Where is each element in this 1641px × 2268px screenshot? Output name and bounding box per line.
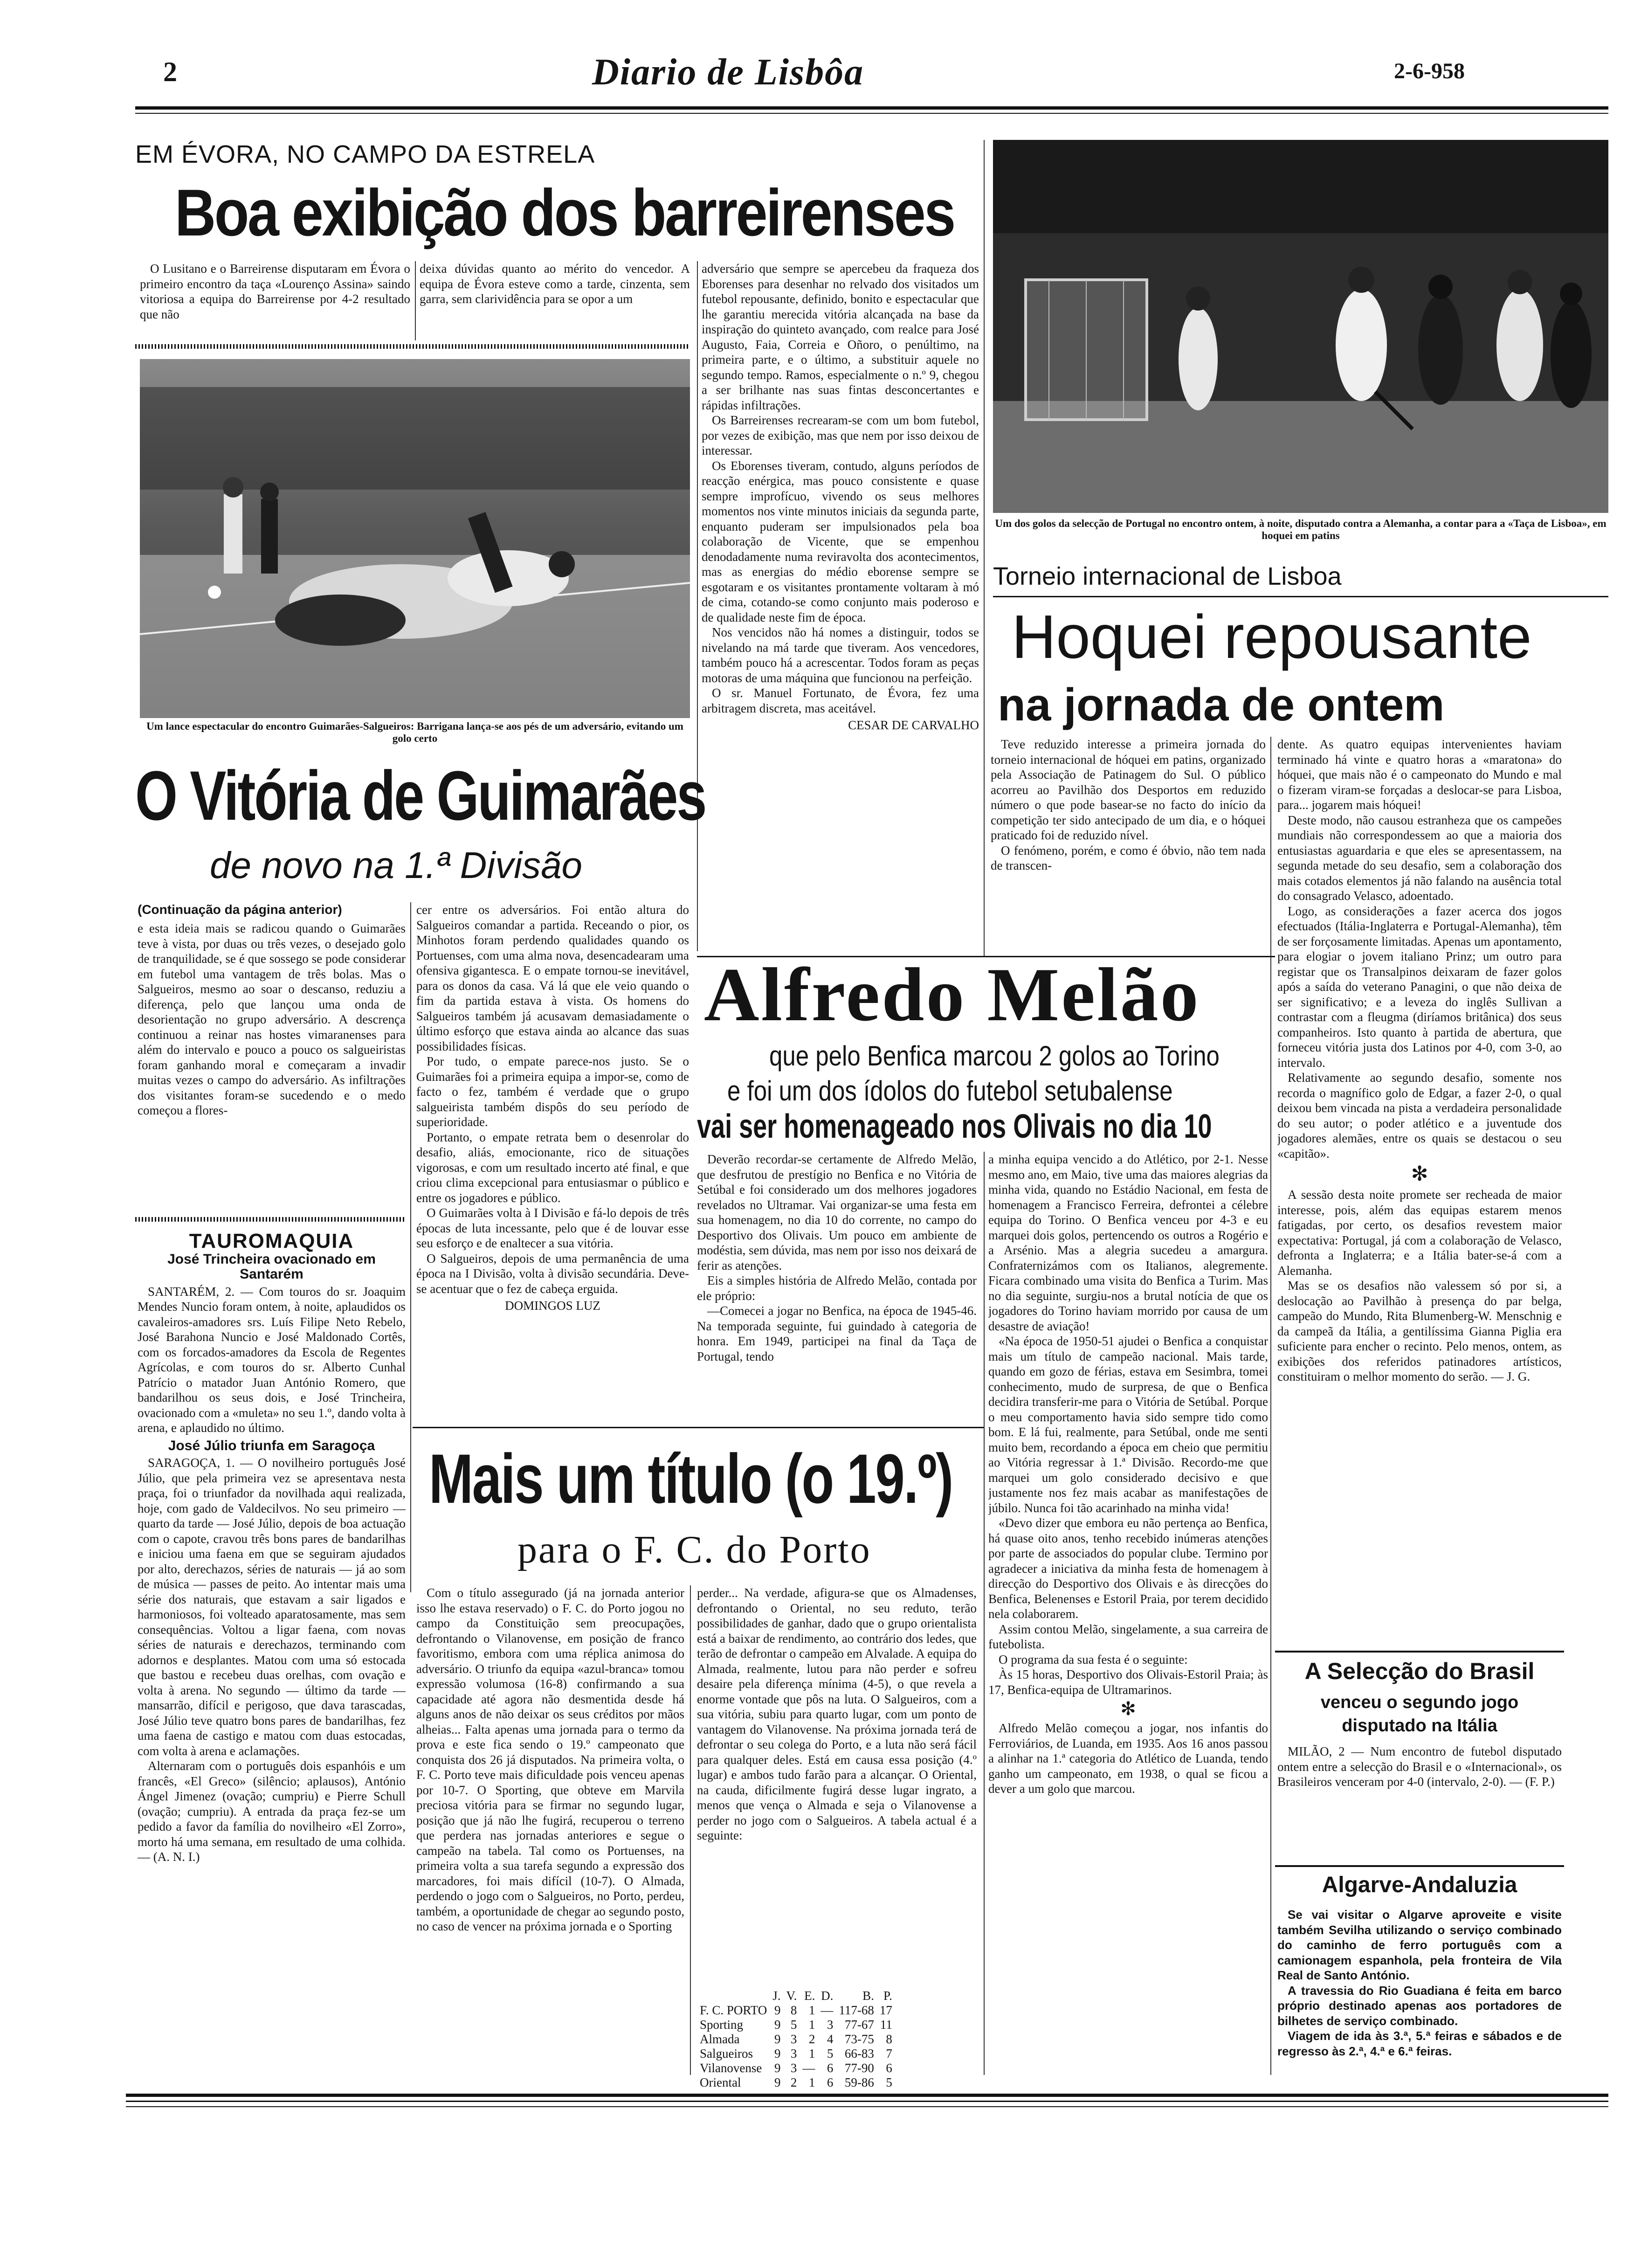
column-divider [415, 261, 416, 340]
standings-header-row: J. V. E. D. B. P. [772, 1989, 892, 2003]
masthead-rule-thin [135, 113, 1608, 114]
hockey-photo-caption: Um dos golos da selecção de Portugal no encontro ontem, à noite, disputado contra a Alemanha, a contar para a «Taça de Lisboa», em hoquei em patins [995, 518, 1607, 541]
porto-subhead: para o F. C. do Porto [517, 1528, 871, 1571]
evora-signature: CESAR DE CARVALHO [848, 718, 979, 732]
hoquei-headline-1: Hoquei repousante [1012, 602, 1532, 671]
football-photo-caption: Um lance espectacular do encontro Guimarães-Salgueiros: Barrigana lança-se aos pés de um adversário, evitando um golo certo [146, 720, 683, 744]
footer-rule-thin [126, 2101, 1608, 2102]
table-row: Almada 9 3 2 4 73-75 8 [700, 2032, 892, 2046]
football-photo-illustration [140, 359, 690, 718]
porto-col2: perder... Na verdade, afigura-se que os Almadenses, defrontando o Oriental, no seu reduto, terão possibilidades de ganhar, dado que o grupo orientalista está a baixar de rendimento, ao contrário dos ledes, que terão de defrontar o campeão em Alvalade. A equipa do Almada, realmente, lutou para não perder e sofreu desaire pela diferença mínima (4-5), o que revela a enorme vontade que pôs na luta. O Salgueiros, com a sua vitória, subiu para quarto lugar, com um ponto de vantagem do Vilanovense. Na próxima jornada terá de defrontar o seu colega do Porto, e a luta não será fácil para qualquer deles. Está em causa essa posição (4.º lugar) e ambos tudo farão para a alcançar. O Oriental, na cauda, dificilmente fugirá desse lugar ingrato, a menos que vença o Almada e seja o Vilanovense a perder no jogo com o Salgueiros. A tabela actual é a seguinte: [697, 1586, 977, 1842]
column-divider [1270, 1436, 1271, 2075]
brasil-headline: A Selecção do Brasil [1304, 1658, 1535, 1684]
hoquei-col2: dente. As quatro equipas intervenientes haviam terminado há vinte e quatro horas a «maratona» do hóquei, que mais não é o campeonato do Mundo e mal o fizeram viram-se forçadas a deslocar-se para Lisboa, para... jogarem mais hóquei! Deste modo, não causou estranheza que os campeões mundiais não correspondessem ao que a maioria dos entusiastas aguardaria e que eles se apresentassem, na segunda metade do seu desafio, sem a colaboração dos mais cotados elementos já não falando na ausência total do consagrado Velasco, adoentado. Logo, as considerações a fazer acerca dos jogos efectuados (Itália-Inglaterra e Portugal-Alemanha), têm de ser forçosamente limitadas. Apenas um apontamento, para elogiar o jovem italiano Prinz; um outro para registar que os Transalpinos deixaram de fazer golos após a saída do veterano Panagini, o que não deixa de ser significativo; e a leveza do inglês Sullivan a contrastar com a fleugma (diríamos britânica) dos seus companheiros. Isto quanto à partida de abertura, que forneceu vitória justa dos Latinos por 4-0, com 3-0, ao intervalo. Relativamente ao segundo desafio, somente nos recorda o magnífico golo de Edgar, a fazer 2-0, o qual deixou bem vincada na pista a verdadeira personalidade do seu autor; o poder atlético e a juventude dos jogadores alemães, entre os quais se destacou o seu «capitão». ✻ A sessão desta noite promete ser recheada de maior interesse, pois, além das equipas estarem menos fatigadas, por certo, os desafios revestem maior expectativa: Portugal, já com a colaboração de Velasco, defronta a Inglaterra; e a Itália bater-se-á com a Alemanha. Mas se os desafios não valessem só por si, a deslocação ao Pavilhão à presença do par belga, campeão do Mundo, Rita Blumenberg-W. Menschnig e da campeã da Itália, a gentilíssima Gianna Piglia era suficiente para encher o recinto. Pelo menos, ontem, as exibições dos referidos patinadores artísticos, constituiram o melhor momento do serão. — J. G. [1277, 737, 1562, 1383]
column-divider [984, 140, 985, 956]
page-number: 2 [163, 56, 177, 87]
melao-subhead-3: vai ser homenageado nos Olivais no dia 10 [697, 1108, 1212, 1145]
algarve-top-rule [1275, 1865, 1564, 1867]
vitoria-headline: O Vitória de Guimarães [135, 756, 706, 835]
asterisk-separator: ✻ [1411, 1162, 1428, 1185]
hockey-photo [993, 140, 1608, 513]
table-row: Sporting 9 5 1 3 77-67 11 [700, 2018, 892, 2032]
asterisk-separator: ✻ [1120, 1698, 1136, 1719]
melao-headline: Alfredo Melão [704, 953, 1200, 1037]
brasil-top-rule [1275, 1651, 1564, 1653]
porto-headline: Mais um título (o 19.º) [429, 1439, 952, 1518]
column-divider [690, 1585, 691, 2075]
table-row: F. C. PORTO 9 8 1 — 117-68 17 [700, 2003, 892, 2017]
hoquei-headline-2: na jornada de ontem [998, 679, 1445, 730]
vitoria-col1: e esta ideia mais se radicou quando o Guimarães teve à vista, por duas ou três vezes, o desejado golo de tranquilidade, se é que sossego se pode considerar em futebol uma vantagem de três bolas. Mas o Salgueiros, mesmo ao soar o descanso, reduziu a diferença, pelo que lançou uma onda de desorientação no grupo adversário. A descrença continuou a reinar nas hostes vimaranenses para além do intervalo e pouco a pouco os salgueiristas foram ganhando moral e começaram a invadir muitas vezes o campo do adversário. As infiltrações dos visitantes foram-se sucedendo e o medo começou a flores- [138, 921, 406, 1117]
newspaper-title: Diario de Lisbôa [592, 52, 864, 93]
footer-rule-bottom [126, 2106, 1608, 2107]
tauromaquia-head1: José Trincheira ovacionado em Santarém [167, 1251, 376, 1282]
evora-col3: adversário que sempre se apercebeu da fraqueza dos Eborenses para desenhar no relvado dos visitados um futebol repousante, definido, bonito e espectacular que lhe garantiu merecida vitória alcançada na base da inspiração do quinteto avançado, com realce para José Augusto, Faia, Correia e Oñoro, o penúltimo, na primeira parte, e o último, a substituir aquele no segundo tempo. Ramos, especialmente o n.º 9, chegou a ser brilhante nas suas fintas desconcertantes e rápidas infiltrações. Os Barreirenses recrearam-se com um bom futebol, por vezes de exibição, mas que nem por isso deixou de interessar. Os Eborenses tiveram, contudo, alguns períodos de reacção enérgica, mas pouco consistente e quase sempre improfícuo, vivendo os seus melhores momentos nos vinte minutos iniciais da segunda parte, enquanto puderam ser impulsionados pela boa colaboração de Vicente, que se empenhou denodadamente numa reviravolta dos acontecimentos, mas as energias do médio eborense sempre se esgotaram e os visitantes prontamente voltaram à mó de cima, cotando-se como conjunto mais poderoso e de qualidade neste fim de época. Nos vencidos não há nomes a distinguir, todos se nivelando na má tarde que tiveram. Aos vencedores, também pouco há a acrescentar. Todos foram as peças motoras de uma máquina que funcionou na perfeição. O sr. Manuel Fortunato, de Évora, fez uma arbitragem discreta, mas aceitável. CESAR DE CARVALHO [702, 262, 979, 732]
vitoria-continuation: (Continuação da página anterior) [138, 902, 342, 917]
melao-subhead-1: que pelo Benfica marcou 2 golos ao Torino [769, 1040, 1220, 1072]
melao-col1: Deverão recordar-se certamente de Alfredo Melão, que desfrutou de prestígio no Benfica e no Vitória de Setúbal e foi considerado um dos melhores jogadores revelados no Ultramar. Vai organizar-se uma festa em sua homenagem, no dia 10 do corrente, no campo do Desportivo dos Olivais. Um pouco em ambiente de modéstia, sem dúvida, mas nem por isso nos deixará de ferir as atenções. Eis a simples história de Alfredo Melão, contada por ele próprio: —Comecei a jogar no Benfica, na época de 1945-46. Na temporada seguinte, fui guindado à categoria de honra. Em 1949, participei na final da Taça de Portugal, tendo [697, 1152, 977, 1363]
brasil-sub2: disputado na Itália [1342, 1716, 1497, 1736]
algarve-headline: Algarve-Andaluzia [1322, 1873, 1517, 1897]
porto-col1: Com o título assegurado (já na jornada anterior isso lhe estava reservado) o F. C. do Porto jogou no campo da Constituição sem preocupações, defrontando o Vilanovense, em posição de franco favoritismo, embora com uma réplica animosa do adversário. O triunfo da equipa «azul-branca» tomou expressão volumosa (16-8) confirmando a sua capacidade até agora não desmentida desde há alguns anos de não deixar os seus créditos por mãos alheias... Falta apenas uma jornada para o termo da prova e este fica sendo o 19.º campeonato que conquista dos 26 já disputados. Na primeira volta, o F. C. Porto teve mais dificuldade pois venceu apenas por 10-7. O Sporting, que obteve em Marvila preciosa vitória para se firmar no segundo lugar, posição que já não lhe fugirá, recuperou o terreno que perdera nas jornadas anteriores e segue o campeão na tabela. Tal como os Portuenses, na primeira volta a sua tarefa segundo a expressão dos marcadores, foi mais difícil (10-7). O Almada, perdendo o jogo com o Salgueiros, no Porto, perdeu, também, a oportunidade de chegar ao segundo posto, no caso de vencer na próxima jornada e o Sporting [416, 1586, 684, 1933]
vitoria-signature: DOMINGOS LUZ [505, 1299, 600, 1313]
hoquei-col1: Teve reduzido interesse a primeira jornada do torneio internacional de hóquei em patins, organizado pela Associação de Patinagem do Sul. O público acorreu ao Pavilhão dos Desportos em reduzido número o que pode basear-se no facto do início da competição ter sido antecipado de um dia, e o hóquei praticado foi de reduzido nível. O fenómeno, porém, e como é óbvio, não tem nada de transcen- [991, 737, 1266, 872]
table-row: Salgueiros 9 3 1 5 66-83 7 [700, 2047, 892, 2061]
evora-headline: Boa exibição dos barreirenses [175, 176, 954, 250]
standings-grid [697, 1989, 895, 2090]
tauromaquia-head2: José Júlio triunfa em Saragoça [168, 1438, 375, 1453]
tauromaquia-column: TAUROMAQUIA José Trincheira ovacionado em Santarém SANTARÉM, 2. — Com touros do sr. Joaquim Mendes Nuncio foram ontem, à noite, aplaudidos os cavaleiros-amadores srs. Luís Filipe Neto Rebelo, José Barahona Nuncio e José Maldonado Cortês, com os forcados-amadores da Escola de Regentes Agrícolas, e com touros do sr. Alberto Cunhal Patrício o matador Juan António Romero, que bandarilhou os seus dois, e José Trincheira, ovacionado com a «muleta» no seu 1.º, dando volta à arena, e aplaudido no último. José Júlio triunfa em Saragoça SARAGOÇA, 1. — O novilheiro português José Júlio, que pela primeira vez se apresentava nesta praça, foi o triunfador da novilhada aqui realizada, hoje, com gado de Valdecilvos. No seu primeiro — quarto da tarde — José Júlio, depois de boa actuação com o capote, cravou três bons pares de bandarilhas e iniciou uma faena em que se seguiram ajudados por alto, derechazos, séries de naturais — já ao som de música — passes de peito. Ao intentar mais uma série dos naturais, que estavam a sair ligados e harmoniosos, foi volteado aparatosamente, mas sem consequências. Voltou a ligar faena, com novas séries de naturais e derechazos, terminando com adornos e desplantes. Matou com uma só estocada que bastou e recebeu duas orelhas, com ovação e volta à arena. No segundo — último da tarde — mansarrão, difícil e perigoso, que dava tarascadas, José Júlio teve quatro bons pares de bandarilhas, fez uma faena de castigo e matou com duas estocadas, com volta à arena e aclamações. Alternaram com o português dois espanhóis e um francês, «El Greco» (silêncio; aplausos), António Ángel Jimenez (ovação; cumpriu) e Pierre Schull (ovação; cumpriu). A entrada da praça fez-se um pedido a favor da família do novilheiro «El Zorro», morto há uma semana, em resultado de uma colhida. — (A. N. I.) [138, 1231, 406, 1864]
section-divider [135, 344, 690, 349]
column-divider [697, 261, 698, 951]
algarve-body: Se vai visitar o Algarve aproveite e visite também Sevilha utilizando o serviço combinado do caminho de ferro português com a camionagem espanhola, pela fronteira de Vila Real de Santo António. A travessia do Rio Guadiana é feita em barco próprio destinado apenas aos portadores de bilhetes de serviço combinado. Viagem de ida às 3.ª, 5.ª feiras e sábados e de regresso às 2.ª, 4.ª e 6.ª feiras. [1277, 1908, 1562, 2058]
melao-col2: a minha equipa vencido a do Atlético, por 2-1. Nesse mesmo ano, em Maio, tive uma das maiores alegrias da minha vida, quando no Estádio Nacional, em festa de homenagem a Francisco Ferreira, defrontei a célebre equipa do Torino. O Benfica venceu por 4-3 e eu marquei dois golos, pertencendo os outros a Rogério e a Arsénio. Mas a alegria sucedeu a amargura. Confraternizámos com os Italianos, alegremente. Ficara combinado uma visita do Benfica a Turim. Mas no dia seguinte, surgiu-nos a brutal notícia de que os jogadores do Torino haviam morrido por causa de um desastre de aviação! «Na época de 1950-51 ajudei o Benfica a conquistar mais um título de campeão nacional. Mais tarde, quando em gozo de férias, estava em Sesimbra, tomei conhecimento, mudo de surpresa, de que o Benfica decidira transferir-me para o Vitória de Setúbal. Porque o meu comportamento havia sido sempre tido como bom. E lá fui, realmente, para Setúbal, onde me senti muito bem, recordando a época em cheio que permitiu ao Vitória regressar à 1.ª Divisão. Recordo-me que marquei um golo considerado decisivo e que justamente nos fez mais acabar as manifestações de júbilo. Nunca foi tão acarinhado na minha vida! «Devo dizer que embora eu não pertença ao Benfica, há quase oito anos, tenho recebido inúmeras atenções por parte de associados do popular clube. Termino por agradecer a iniciativa da minha festa de homenagem à direcção do Desportivo dos Olivais e às direcções do Benfica, Belenenses e Estoril Praia, por terem decidido nela colaborarem. Assim contou Melão, singelamente, a sua carreira de futebolista. O programa da sua festa é o seguinte: Às 15 horas, Desportivo dos Olivais-Estoril Praia; às 17, Benfica-equipa de Ultramarinos. ✻ Alfredo Melão começou a jogar, nos infantis do Ferroviários, de Luanda, em 1935. Aos 16 anos passou a alinhar na 1.ª categoria do Atlético de Luanda, tendo ganho um campeonato, em 1938, o qual se ficou a dever a um golo que marcou. [988, 1152, 1268, 1796]
melao-subhead-2: e foi um dos ídolos do futebol setubalense [727, 1075, 1173, 1106]
evora-col1: O Lusitano e o Barreirense disputaram em Évora o primeiro encontro da taça «Lourenço Assina» saindo vitoriosa a equipa do Barreirense por 4-2 resultado que não [140, 262, 410, 321]
standings-table [697, 1989, 977, 2090]
table-row: Oriental 9 2 1 6 59-86 5 [700, 2075, 892, 2089]
column-divider [1270, 737, 1271, 1436]
page-date: 2-6-958 [1394, 59, 1465, 83]
evora-kicker: EM ÉVORA, NO CAMPO DA ESTRELA [135, 140, 595, 168]
hoquei-kicker: Torneio internacional de Lisboa [993, 562, 1342, 590]
hoquei-kicker-rule [993, 596, 1608, 597]
tauromaquia-section-title: TAUROMAQUIA [189, 1231, 354, 1252]
column-divider [410, 902, 411, 1592]
vitoria-col2: cer entre os adversários. Foi então altura do Salgueiros comandar a partida. Receando o pior, os Minhotos foram perdendo qualidades quando os Portuenses, com uma alma nova, desencadearam uma ofensiva gigantesca. E o empate tornou-se inevitável, para os donos da casa. Vá lá que ele veio quando o fim da partida estava à vista. Os homens do Salgueiros também já acusavam demasiadamente o último esforço que estava ainda ao alcance das suas possibilidades físicas. Por tudo, o empate parece-nos justo. Se o Guimarães foi a primeira equipa a impor-se, como de facto o fez, também é verdade que o grupo salgueirista também dispôs do seu período de superioridade. Portanto, o empate retrata bem o desenrolar do desafio, aliás, emocionante, rico de situações vigorosas, e com um resultado incerto até final, e que criou clima excepcional para entusiasmar o público e entre os jogadores e público. O Guimarães volta à I Divisão e fá-lo depois de três épocas de luta incessante, pelo que é de louvar esse seu esforço e de enaltecer a sua vitória. O Salgueiros, depois de uma permanência de uma época na I Divisão, volta à divisão secundária. Deve-se acentuar que o fez de cabeça erguida. DOMINGOS LUZ [416, 903, 689, 1313]
brasil-body: MILÃO, 2 — Num encontro de futebol disputado ontem entre a selecção do Brasil e o «Internacional», os Brasileiros venceram por 4-0 (intervalo, 2-0). — (F. P.) [1277, 1744, 1562, 1789]
column-divider [984, 1152, 985, 2075]
porto-top-rule [413, 1427, 984, 1428]
masthead-rule [135, 106, 1608, 110]
table-row: Vilanovense 9 3 — 6 77-90 6 [700, 2061, 892, 2075]
hockey-photo-illustration [993, 140, 1608, 513]
footer-rule [126, 2094, 1608, 2097]
football-photo [140, 359, 690, 718]
brasil-sub1: venceu o segundo jogo [1320, 1693, 1519, 1712]
vitoria-subhead: de novo na 1.ª Divisão [210, 844, 582, 886]
evora-col2: deixa dúvidas quanto ao mérito do vencedor. A equipa de Évora esteve como a tarde, cinzenta, sem garra, sem clarividência para se opor a um [420, 262, 690, 306]
section-divider [135, 1217, 406, 1222]
